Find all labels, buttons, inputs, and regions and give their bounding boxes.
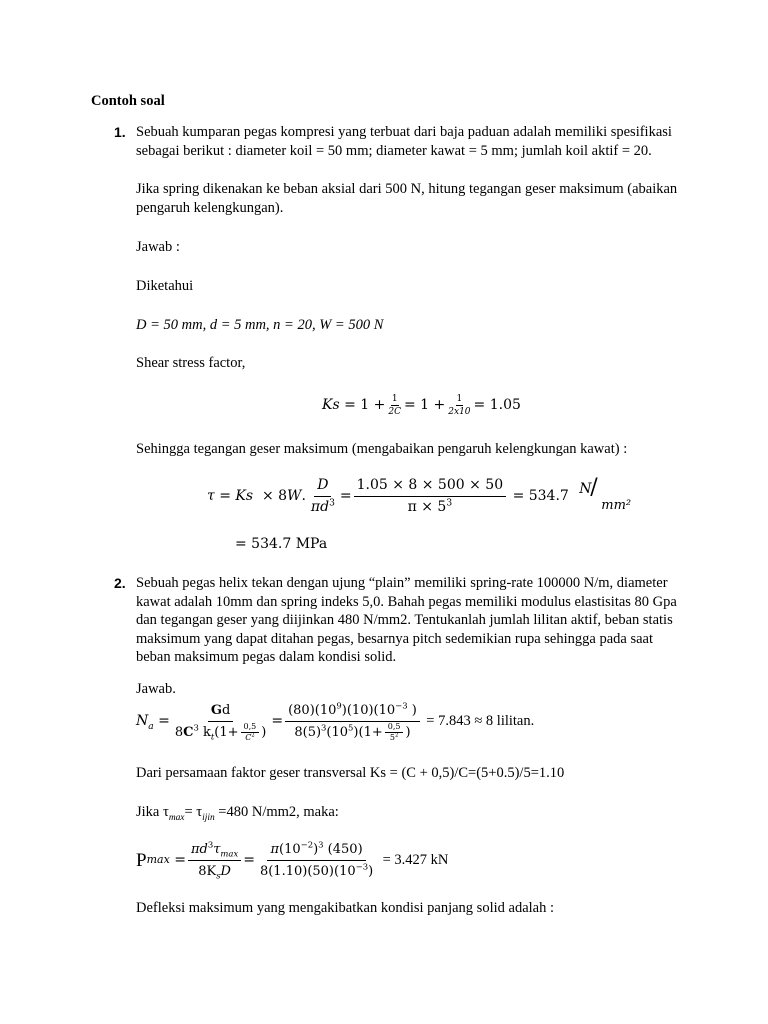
q2-answer-label: Jawab. [136, 681, 176, 697]
question-1-text: Sebuah kumparan pegas kompresi yang terbuat dari baja paduan adalah memiliki spesifikasi sebagai berikut : diameter koil = 50 mm; diameter kawat = 5 mm; jumlah koil aktif = 20. [136, 124, 672, 159]
na-result: = 7.843 ≈ 8 lilitan. [426, 712, 535, 729]
q1-shear-factor-label: Shear stress factor, [136, 355, 246, 371]
question-2-text: Sebuah pegas helix tekan dengan ujung “plain” memiliki spring-rate 100000 N/m, diameter kawat adalah 10mm dan spring indeks 5,0. Bahah pegas memiliki modulus elastisitas 80 Gpa dan tegangan geser yang diijinkan 480 N/mm2. Tentukanlah jumlah lilitan aktif, beban statis maksimum yang dapat ditahan pegas, besarnya pitch sedemikian rupa sehingga pada saat beban maksimum pegas dalam kondisi solid. [136, 575, 677, 665]
ks-equation: Ks = 1 + $\frac{1}{2C}$ = 1 + $\frac{1}{2x10}$ = 1.05 [322, 393, 521, 417]
q2-ks-line: Dari persamaan faktor geser transversal Ks = (C + 0,5)/C=(5+0.5)/5=1.10 [136, 765, 565, 781]
tau-numerator: 1.05 × 8 × 500 × 50 [354, 476, 507, 497]
question-1-number: 1. [114, 124, 126, 140]
pmax-equation: P max = $\frac{\pi d^3\tau_{max}}{8K_sD}$ = $\frac{\pi(10^{-2})^3 (450)}{8(1.10)(50)(10^{-3})}$ = 3.427 kN [136, 839, 449, 881]
question-2-number: 2. [114, 575, 126, 591]
q2-condition-tail: =480 N/mm2, maka: [218, 804, 339, 820]
q1-known-label: Diketahui [136, 278, 194, 294]
pmax-result: = 3.427 kN [382, 851, 449, 868]
question-1-text-2: Jika spring dikenakan ke beban aksial dari 500 N, hitung tegangan geser maksimum (abaikan pengaruh kelengkungan). [136, 181, 678, 216]
q2-condition: Jika $\tau_{max}= \tau_{ijin} =480$ N/mm2, maka: [136, 804, 339, 823]
q1-answer-label: Jawab : [136, 239, 180, 255]
tau-equation: τ = Ks × 8 W . $\frac{D}{\pi d^3}$ = $\frac{1.05 \times 8 \times 500 \times 50}{\pi \times 5^3}$ = 534.7 N / mm² [207, 475, 632, 515]
q2-deflection-line: Defleksi maksimum yang mengakibatkan kondisi panjang solid adalah : [136, 900, 554, 916]
unit-mm2: mm² [601, 498, 632, 513]
tau-mpa [235, 535, 327, 554]
unit-n: N [579, 481, 592, 497]
q1-given-values: D = 50 mm, d = 5 mm, n = 20, W = 500 N [136, 317, 384, 333]
na-equation: $N_a$ = Gd $8C^3$ $k_t(1+$ $\frac{0,5}{C^2}$ ) = $(80)(10^9)(10)(10^{-3}$ ) $8(5)^3(10^5)(1+$ $\frac{0,5}{5^2}$ ) = 7.843 ≈ 8 lilitan. [136, 700, 535, 742]
section-heading: Contoh soal [91, 93, 165, 109]
ks-result: 1.05 [489, 396, 521, 413]
tau-mpa-value: = 534.7 MPa [235, 536, 328, 552]
q1-result-intro: Sehingga tegangan geser maksimum (mengabaikan pengaruh kelengkungan kawat) : [136, 441, 628, 457]
tau-result: = 534.7 [512, 487, 569, 504]
